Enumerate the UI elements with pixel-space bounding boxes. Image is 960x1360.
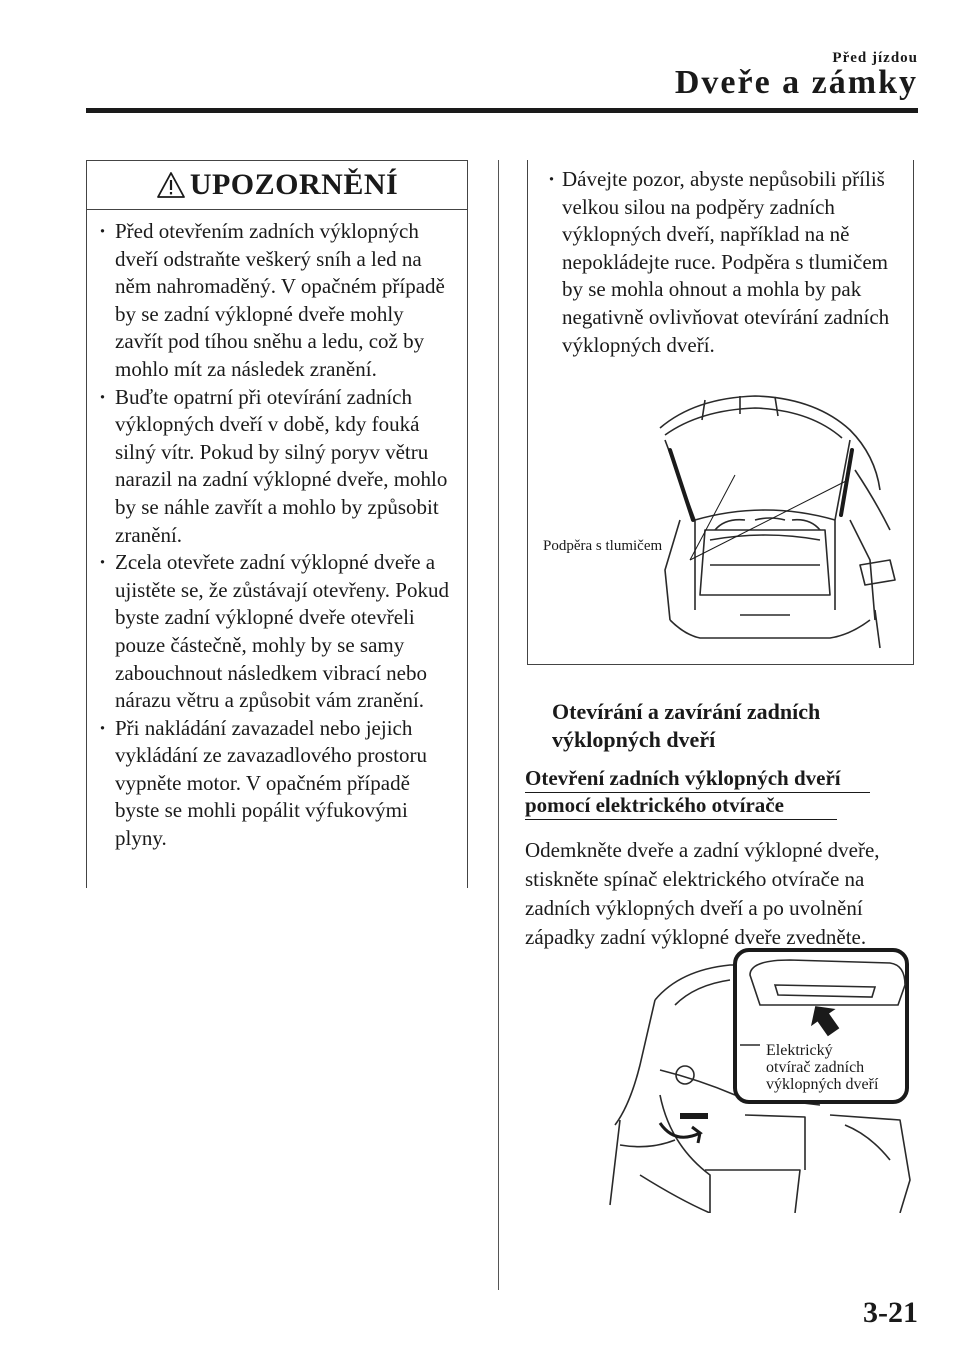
figure1-label: Podpěra s tlumičem bbox=[543, 538, 663, 554]
figure2-label-line2: otvírač zadních bbox=[766, 1059, 865, 1076]
warning-triangle-icon bbox=[156, 171, 186, 199]
body-text: Odemkněte dveře a zadní výklopné dveře, stiskněte spínač elektrického otvírače na zadních výklopných dveří a po uvolnění západky zadní výklopné dveře zvedněte. bbox=[525, 838, 880, 949]
column-divider bbox=[498, 160, 499, 1290]
caution-list bbox=[528, 160, 913, 359]
warning-item: · Při nakládání zavazadel nebo jejich vykládání ze zavazadlového prostoru vypněte motor. V opačném případě byste se mohli popálit výfukovými plyny. bbox=[115, 715, 455, 853]
subsection-title-line1: Otevření zadních výklopných dveří bbox=[525, 766, 841, 790]
underline bbox=[525, 792, 870, 793]
warning-item: · Zcela otevřete zadní výklopné dveře a ujistěte se, že zůstávají otevřeny. Pokud byste zadní výklopné dveře otevřeli pouze částečně, mohly by se samy zabouchnout následkem vibrací nebo nárazu větru a způsobit vám zranění. bbox=[115, 549, 455, 715]
caution-item: · Dávejte pozor, abyste nepůsobili příliš velkou silou na podpěry zadních výklopných dveří, například na ně nepokládejte ruce. Podpěra s tlumičem by se mohla ohnout a mohla by pak negativně ovlivňovat otevírání zadních výklopných dveří. bbox=[562, 166, 903, 359]
figure2-label-line3: výklopných dveří bbox=[766, 1076, 879, 1093]
warning-box bbox=[86, 160, 468, 888]
warning-header bbox=[87, 161, 467, 210]
section-title: Otevírání a zavírání zadních výklopných dveří bbox=[552, 699, 821, 752]
warning-item: · Buďte opatrní při otevírání zadních výklopných dveří v době, kdy fouká silný vítr. Pokud by silný poryv větru narazil na zadní výklopné dveře, mohlo by se náhle zavřít a mohlo by způsobit zranění. bbox=[115, 384, 455, 550]
subsection-title bbox=[525, 765, 841, 819]
underline bbox=[525, 819, 837, 820]
figure2-label bbox=[766, 1042, 878, 1093]
open-liftgate-illustration bbox=[530, 380, 910, 660]
header-chapter: Dveře a zámky bbox=[674, 64, 918, 101]
warning-list bbox=[87, 210, 467, 853]
warning-title: UPOZORNĚNÍ bbox=[189, 168, 399, 201]
subsection-title-line2: pomocí elektrického otvírače bbox=[525, 793, 784, 817]
warning-item: · Před otevřením zadních výklopných dveří odstraňte veškerý sníh a led na něm nahromaděný. V opačném případě by se zadní výklopné dveře mohly zavřít pod tíhou sněhu a ledu, což by mohlo mít za následek zranění. bbox=[115, 218, 455, 384]
header-section: Před jízdou bbox=[832, 50, 918, 66]
figure2-label-line1: Elektrický bbox=[766, 1042, 833, 1059]
header-rule bbox=[86, 108, 918, 113]
page-number: 3-21 bbox=[863, 1296, 918, 1329]
